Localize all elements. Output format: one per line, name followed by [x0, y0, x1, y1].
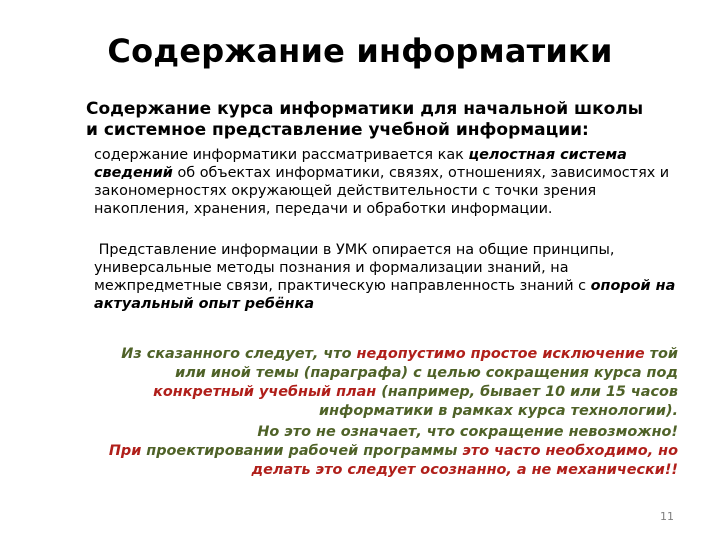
- paragraph-information-representation: [94, 241, 694, 313]
- conclusion-paragraph: [88, 345, 678, 421]
- conclusion-line-2: Но это не означает, что сокращение невозможно!: [257, 424, 678, 440]
- para1-text-a: содержание информатики рассматривается как: [94, 147, 469, 163]
- conclusion-paragraph-3: [88, 442, 678, 480]
- conclusion1-green-3: (например, бывает 10 или 15 часов информатики в рамках курса технологии).: [319, 384, 678, 419]
- para2-emphasis: опорой на актуальный опыт ребёнка: [94, 278, 676, 312]
- paragraph-content-description: [94, 146, 694, 218]
- conclusion3-red-1: При: [108, 443, 142, 459]
- para2-text-a: Представление информации в УМК опирается на общие принципы, универсальные методы познания и формализации знаний, на межпредметные связи, практическую направленность знаний с: [94, 242, 615, 294]
- para1-emphasis: целостная система сведений: [94, 147, 627, 181]
- para1-text-b: об объектах информатики, связях, отношениях, зависимостях и закономерностях окружающей действительности с точки зрения накопления, хранения, передачи и обработки информации.: [94, 165, 670, 217]
- slide-title: Содержание информатики: [107, 32, 613, 70]
- conclusion1-green-1: Из сказанного следует, что: [121, 346, 357, 362]
- conclusion1-red-2: конкретный учебный план: [153, 384, 377, 400]
- intro-heading: Содержание курса информатики для начальной школы и системное представление учебной информации:: [86, 99, 644, 140]
- page-number: 11: [660, 510, 674, 523]
- conclusion3-red-2: это часто необходимо, но делать это следует осознанно, а не механически!!: [251, 443, 678, 478]
- conclusion3-green-1: проектировании рабочей программы: [141, 443, 463, 459]
- conclusion1-red-1: недопустимо простое исключение: [356, 346, 645, 362]
- conclusion1-green-2: той или иной темы (параграфа) с целью сокращения курса под: [175, 346, 678, 381]
